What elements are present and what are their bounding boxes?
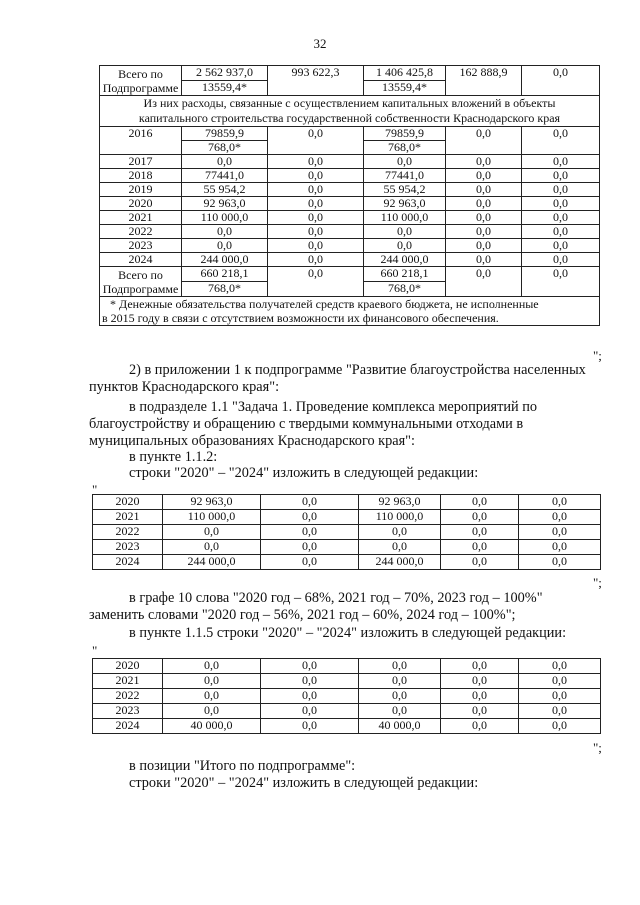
value-cell: 0,0: [446, 211, 522, 225]
value-cell: 79859,9: [182, 127, 268, 141]
opening-quote: ": [92, 482, 98, 497]
year-cell: 2021: [93, 510, 163, 525]
table-row: [100, 66, 600, 81]
total-label: Всего по: [118, 267, 163, 282]
value-cell: 0,0: [519, 719, 601, 734]
value-cell: 0,0: [441, 689, 519, 704]
section-heading: Из них расходы, связанные с осуществлением капитальных вложений в объекты: [143, 96, 556, 110]
value-cell: 244 000,0: [182, 253, 268, 267]
paragraph: в пункте 1.1.5 строки "2020" – "2024" изложить в следующей редакции:: [129, 625, 567, 641]
value-cell: 0,0: [441, 704, 519, 719]
value-cell: 0,0: [519, 659, 601, 674]
year-cell: 2022: [93, 525, 163, 540]
year-cell: 2023: [100, 239, 182, 253]
table-row: [93, 704, 601, 719]
total-cell: 768,0*: [182, 282, 268, 297]
value-cell: 0,0: [519, 704, 601, 719]
year-cell: 2017: [100, 155, 182, 169]
value-cell: 0,0: [163, 689, 261, 704]
year-cell: 2018: [100, 169, 182, 183]
value-cell: 0,0: [359, 674, 441, 689]
year-cell: 2022: [93, 689, 163, 704]
value-cell: 55 954,2: [364, 183, 446, 197]
value-cell: 0,0: [441, 525, 519, 540]
value-cell: 0,0: [359, 659, 441, 674]
paragraph: строки "2020" – "2024" изложить в следующей редакции:: [129, 775, 479, 791]
table-row: [100, 267, 600, 282]
value-cell: 0,0: [522, 253, 600, 267]
value-cell: 0,0: [261, 495, 359, 510]
total-cell: 2 562 937,0: [182, 66, 268, 81]
value-cell: 0,0: [268, 239, 364, 253]
value-cell: 0,0: [364, 225, 446, 239]
table-row: [100, 183, 600, 197]
value-cell: 0,0: [446, 225, 522, 239]
table-row: [93, 659, 601, 674]
total-cell: 660 218,1: [182, 267, 268, 282]
value-cell: 0,0: [441, 659, 519, 674]
year-cell: 2024: [100, 253, 182, 267]
value-cell: 0,0: [261, 659, 359, 674]
value-cell: 55 954,2: [182, 183, 268, 197]
value-cell: 0,0: [163, 525, 261, 540]
year-cell: 2019: [100, 183, 182, 197]
value-cell: 0,0: [268, 169, 364, 183]
value-cell: 0,0: [182, 225, 268, 239]
table-row: [100, 197, 600, 211]
paragraph: в позиции "Итого по подпрограмме":: [129, 758, 356, 774]
value-cell: 0,0: [261, 555, 359, 570]
value-cell: 0,0: [441, 495, 519, 510]
value-cell: 40 000,0: [163, 719, 261, 734]
table-row: [93, 510, 601, 525]
value-cell: 0,0: [268, 225, 364, 239]
paragraph: в пункте 1.1.2:: [129, 449, 218, 465]
value-cell: 92 963,0: [163, 495, 261, 510]
value-cell: 0,0: [163, 659, 261, 674]
total-label: Подпрограмме: [102, 281, 179, 296]
table-row: [100, 253, 600, 267]
table-row: [100, 127, 600, 141]
subprogram-funding-table: [99, 65, 600, 326]
value-cell: 0,0: [446, 239, 522, 253]
total-cell: 768,0*: [364, 282, 446, 297]
total-label: Всего по: [118, 66, 163, 81]
value-cell: 0,0: [261, 525, 359, 540]
value-cell: 110 000,0: [182, 211, 268, 225]
table-1-1-2-replacement: [92, 494, 601, 570]
paragraph: заменить словами "2020 год – 56%, 2021 год – 60%, 2024 год – 100%";: [89, 607, 516, 623]
total-cell: 993 622,3: [268, 66, 364, 96]
table-row: [93, 674, 601, 689]
value-cell: 0,0: [268, 183, 364, 197]
value-cell: 0,0: [446, 155, 522, 169]
value-cell: 0,0: [359, 689, 441, 704]
value-cell: 92 963,0: [359, 495, 441, 510]
value-cell: 0,0: [519, 555, 601, 570]
value-cell: 0,0: [519, 510, 601, 525]
value-cell: 0,0: [522, 239, 600, 253]
table-row: [93, 495, 601, 510]
section-heading-row: [100, 96, 600, 127]
table-row: [93, 689, 601, 704]
total-cell: 13559,4*: [364, 81, 446, 96]
value-cell: 79859,9: [364, 127, 446, 141]
table-row: [100, 239, 600, 253]
value-cell: 0,0: [522, 211, 600, 225]
total-cell: 162 888,9: [446, 66, 522, 96]
total-label: Подпрограмме: [102, 80, 179, 95]
section-heading: капитального строительства государственной собственности Краснодарского края: [138, 111, 561, 125]
year-cell: 2023: [93, 540, 163, 555]
value-cell: 0,0: [261, 704, 359, 719]
value-cell: 0,0: [441, 719, 519, 734]
value-cell: 244 000,0: [359, 555, 441, 570]
value-cell: 0,0: [163, 540, 261, 555]
value-cell: 0,0: [182, 155, 268, 169]
value-cell: 77441,0: [364, 169, 446, 183]
value-cell: 0,0: [522, 169, 600, 183]
table-row: [100, 155, 600, 169]
value-cell: 244 000,0: [163, 555, 261, 570]
value-cell: 0,0: [182, 239, 268, 253]
value-cell: 0,0: [268, 155, 364, 169]
year-cell: 2022: [100, 225, 182, 239]
year-cell: 2023: [93, 704, 163, 719]
year-cell: 2024: [93, 555, 163, 570]
value-cell: 0,0: [441, 674, 519, 689]
value-cell: 0,0: [268, 127, 364, 155]
value-cell: 0,0: [261, 510, 359, 525]
value-cell: 0,0: [441, 540, 519, 555]
value-cell: 92 963,0: [182, 197, 268, 211]
value-cell: 0,0: [522, 183, 600, 197]
table-row: [93, 540, 601, 555]
value-cell: 0,0: [522, 197, 600, 211]
page-number: 32: [313, 36, 327, 51]
closing-quote: ";: [593, 575, 602, 590]
value-cell: 92 963,0: [364, 197, 446, 211]
opening-quote: ": [92, 643, 98, 658]
table-row: [100, 211, 600, 225]
value-cell: 0,0: [268, 253, 364, 267]
total-cell: 0,0: [446, 267, 522, 297]
total-cell: 1 406 425,8: [364, 66, 446, 81]
table-row: [100, 169, 600, 183]
value-cell: 0,0: [522, 127, 600, 155]
value-cell: 0,0: [261, 689, 359, 704]
table-row: [93, 719, 601, 734]
value-cell: 0,0: [261, 674, 359, 689]
paragraph: муниципальных образованиях Краснодарского края":: [89, 433, 415, 449]
value-cell: 0,0: [261, 719, 359, 734]
paragraph: в графе 10 слова "2020 год – 68%, 2021 год – 70%, 2023 год – 100%": [129, 590, 543, 606]
value-cell: 40 000,0: [359, 719, 441, 734]
value-cell: 0,0: [446, 253, 522, 267]
table-row: [93, 525, 601, 540]
value-cell: 110 000,0: [364, 211, 446, 225]
value-cell: 0,0: [519, 674, 601, 689]
year-cell: 2024: [93, 719, 163, 734]
total-cell: 0,0: [522, 66, 600, 96]
value-cell: 110 000,0: [163, 510, 261, 525]
value-cell: 0,0: [364, 155, 446, 169]
value-cell: 0,0: [441, 510, 519, 525]
value-cell: 0,0: [441, 555, 519, 570]
paragraph: пунктов Краснодарского края":: [89, 379, 280, 395]
value-cell: 244 000,0: [364, 253, 446, 267]
value-cell: 0,0: [364, 239, 446, 253]
value-cell: 0,0: [268, 197, 364, 211]
total-cell: 0,0: [268, 267, 364, 297]
footnote: * Денежные обязательства получателей средств краевого бюджета, не исполненные: [110, 297, 539, 311]
total-cell: 13559,4*: [182, 81, 268, 96]
value-cell: 768,0*: [364, 141, 446, 155]
value-cell: 0,0: [268, 211, 364, 225]
total-cell: 660 218,1: [364, 267, 446, 282]
value-cell: 0,0: [446, 169, 522, 183]
table-row: [93, 555, 601, 570]
table-1-1-5-replacement: [92, 658, 601, 734]
value-cell: 0,0: [519, 689, 601, 704]
value-cell: 0,0: [163, 674, 261, 689]
year-cell: 2021: [100, 211, 182, 225]
total-cell: 0,0: [522, 267, 600, 297]
paragraph: 2) в приложении 1 к подпрограмме "Развитие благоустройства населенных: [129, 362, 586, 378]
value-cell: 0,0: [522, 225, 600, 239]
year-cell: 2020: [93, 495, 163, 510]
value-cell: 0,0: [359, 540, 441, 555]
closing-quote: ";: [593, 348, 602, 363]
value-cell: 0,0: [446, 183, 522, 197]
value-cell: 110 000,0: [359, 510, 441, 525]
value-cell: 0,0: [163, 704, 261, 719]
year-cell: 2021: [93, 674, 163, 689]
year-cell: 2020: [93, 659, 163, 674]
year-cell: 2016: [100, 127, 182, 155]
paragraph: благоустройству и обращению с твердыми коммунальными отходами в: [89, 416, 524, 432]
year-cell: 2020: [100, 197, 182, 211]
footnote-row: [100, 297, 600, 326]
value-cell: 0,0: [519, 525, 601, 540]
value-cell: 0,0: [359, 525, 441, 540]
value-cell: 0,0: [446, 127, 522, 155]
paragraph: строки "2020" – "2024" изложить в следующей редакции:: [129, 465, 479, 481]
table-row: [100, 225, 600, 239]
value-cell: 77441,0: [182, 169, 268, 183]
value-cell: 0,0: [519, 495, 601, 510]
value-cell: 0,0: [359, 704, 441, 719]
value-cell: 0,0: [522, 155, 600, 169]
value-cell: 0,0: [261, 540, 359, 555]
value-cell: 0,0: [446, 197, 522, 211]
value-cell: 0,0: [519, 540, 601, 555]
paragraph: в подразделе 1.1 "Задача 1. Проведение комплекса мероприятий по: [129, 399, 538, 415]
footnote: в 2015 году в связи с отсутствием возможности их финансового обеспечения.: [102, 311, 499, 325]
closing-quote: ";: [593, 740, 602, 755]
value-cell: 768,0*: [182, 141, 268, 155]
